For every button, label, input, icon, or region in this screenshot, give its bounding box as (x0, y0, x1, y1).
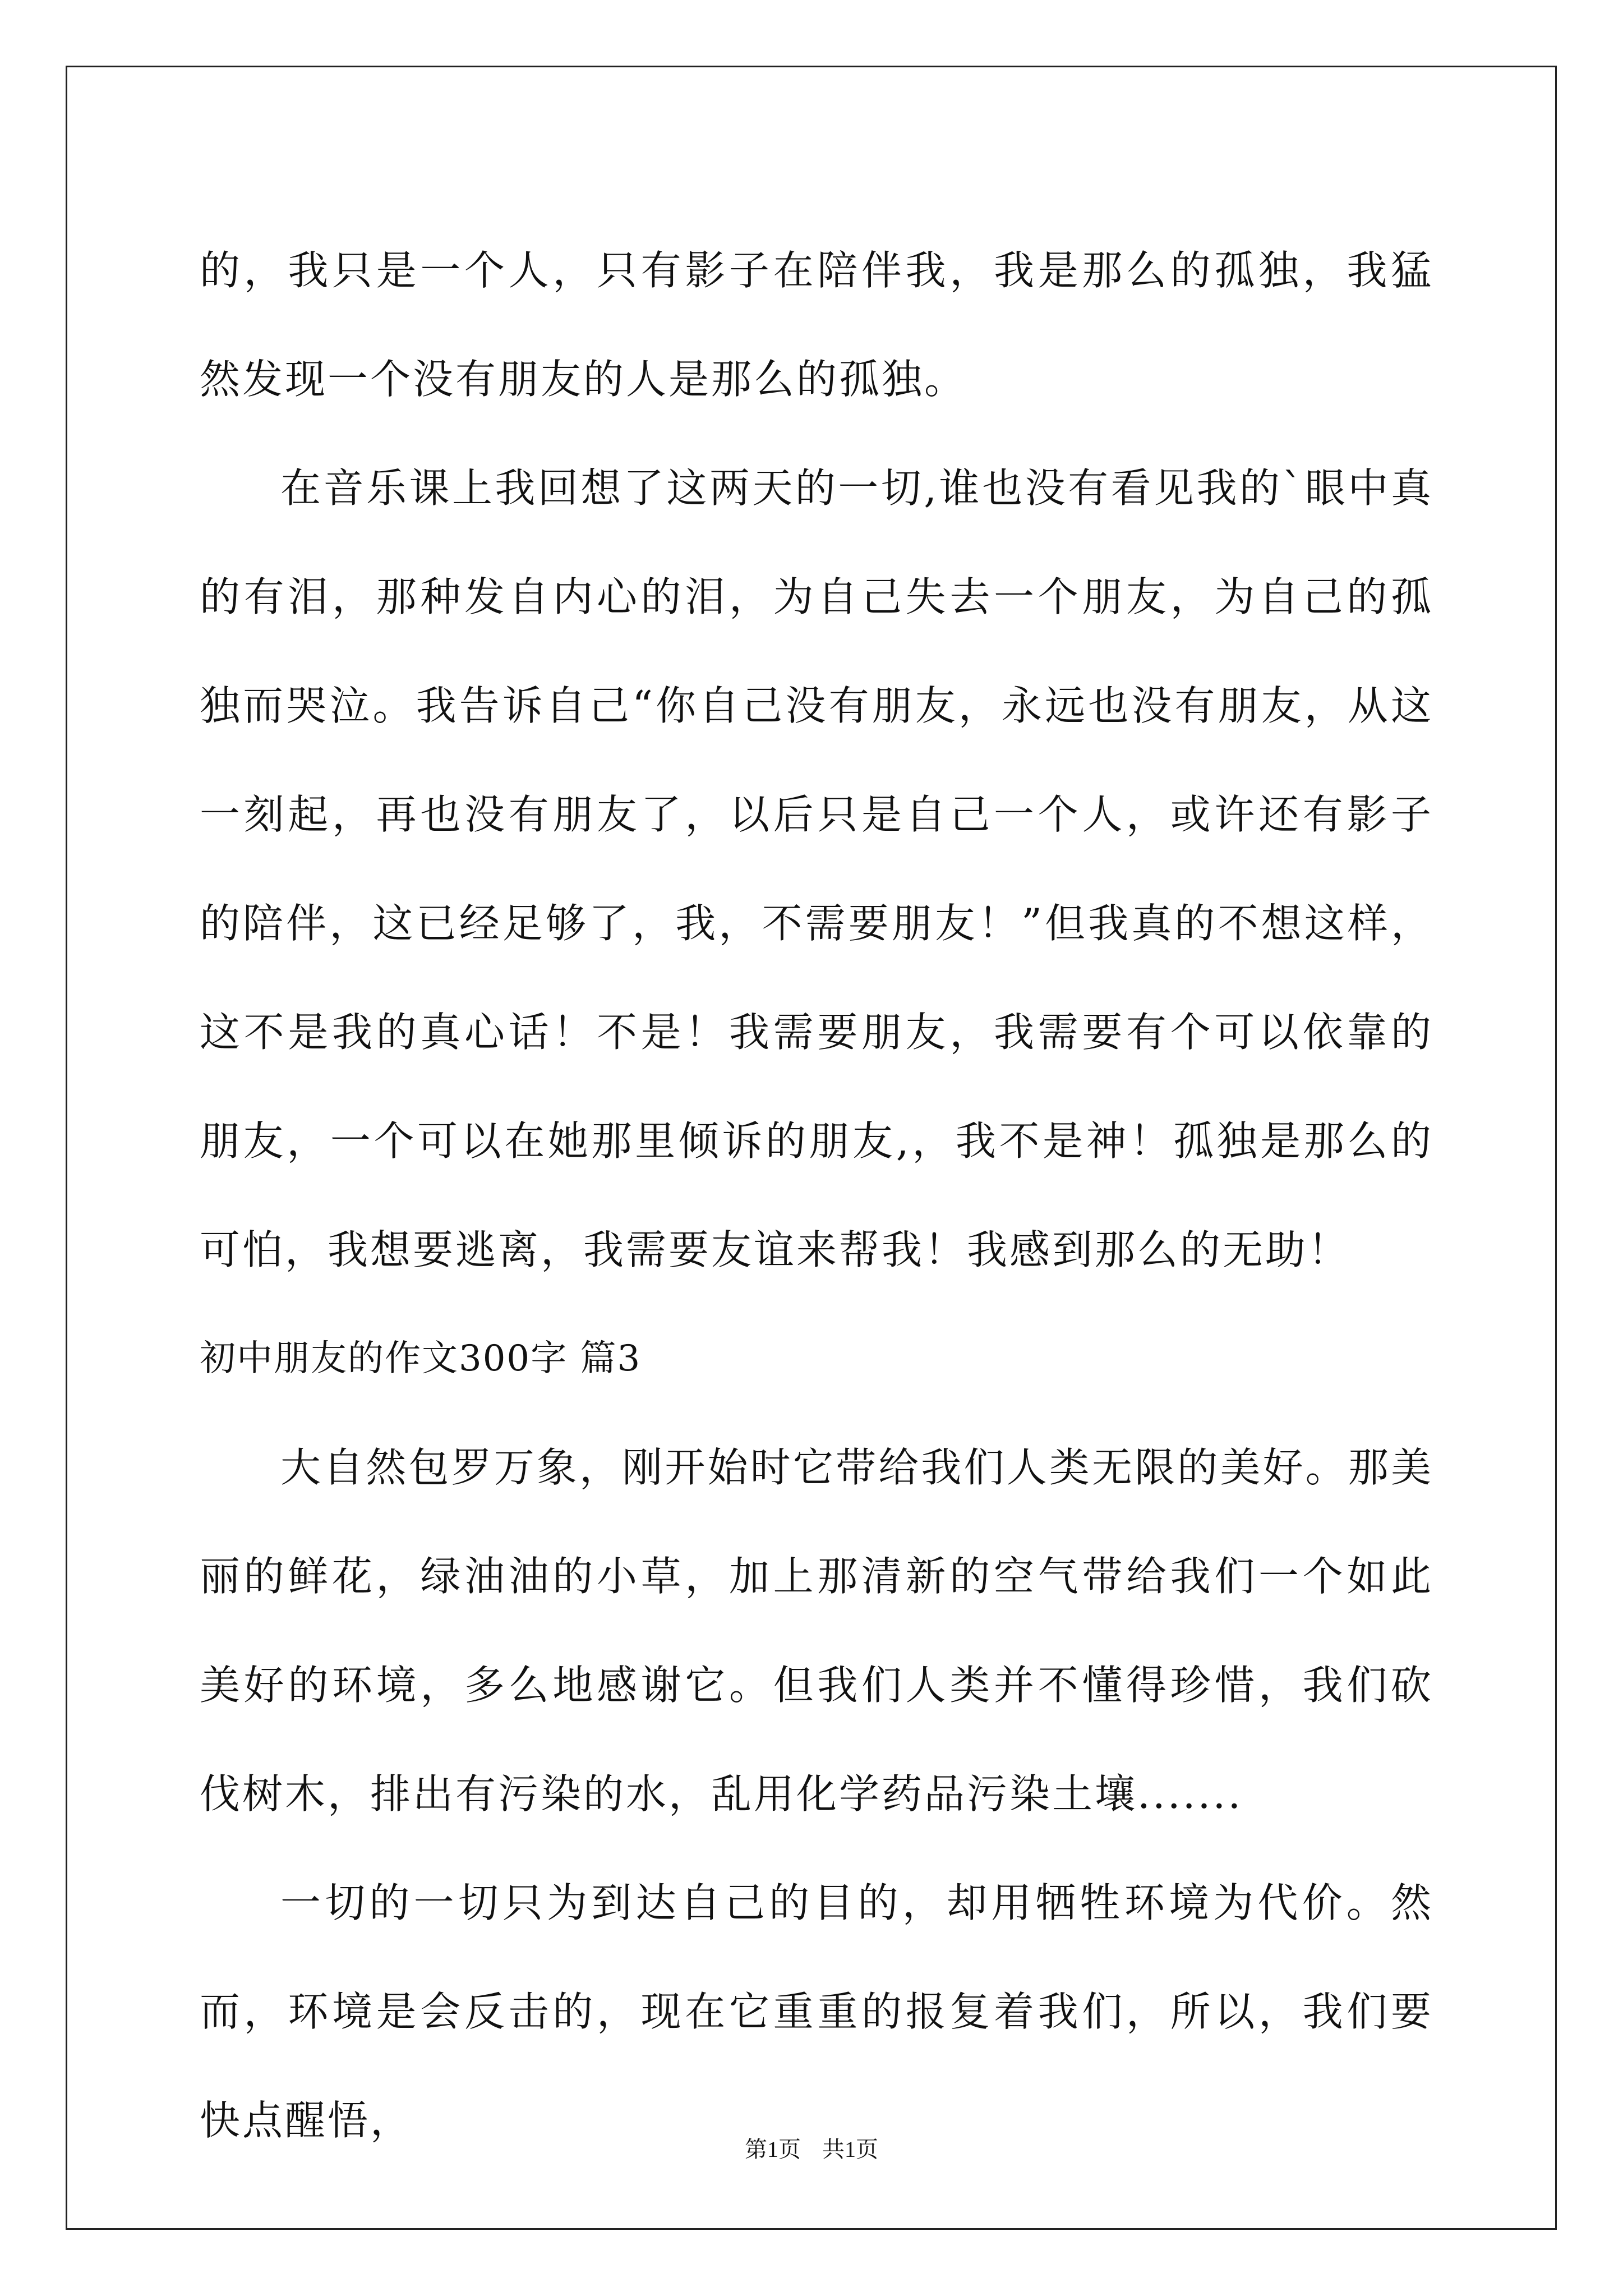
paragraph: 的，我只是一个人，只有影子在陪伴我，我是那么的孤独，我猛然发现一个没有朋友的人是那么的孤独。 (200, 247, 1433, 403)
section-heading: 初中朋友的作文300字 篇3 (200, 1338, 642, 1379)
page-footer (0, 2132, 1623, 2164)
paragraph: 在音乐课上我回想了这两天的一切,谁也没有看见我的`眼中真的有泪，那种发自内心的泪，为自己失去一个朋友，为自己的孤独而哭泣。我告诉自己“你自己没有朋友，永远也没有朋友，从这一刻起，再也没有朋友了，以后只是自己一个人，或许还有影子的陪伴，这已经足够了，我，不需要朋友！”但我真的不想这样，这不是我的真心话！不是！我需要朋友，我需要有个可以依靠的朋友，一个可以在她那里倾诉的朋友,，我不是神！孤独是那么的可怕，我想要逃离，我需要友谊来帮我！我感到那么的无助！ (200, 464, 1433, 1273)
page-total: 共1页 (822, 2137, 878, 2162)
paragraph: 一切的一切只为到达自己的目的，却用牺牲环境为代价。然而，环境是会反击的，现在它重重的报复着我们，所以，我们要快点醒悟， (200, 1879, 1433, 2144)
paragraph: 大自然包罗万象，刚开始时它带给我们人类无限的美好。那美丽的鲜花，绿油油的小草，加上那清新的空气带给我们一个如此美好的环境，多么地感谢它。但我们人类并不懂得珍惜，我们砍伐树木，排出有污染的水，乱用化学药品污染土壤....... (200, 1444, 1433, 1818)
document-body (200, 216, 1433, 2175)
page-number: 第1页 (745, 2137, 801, 2162)
